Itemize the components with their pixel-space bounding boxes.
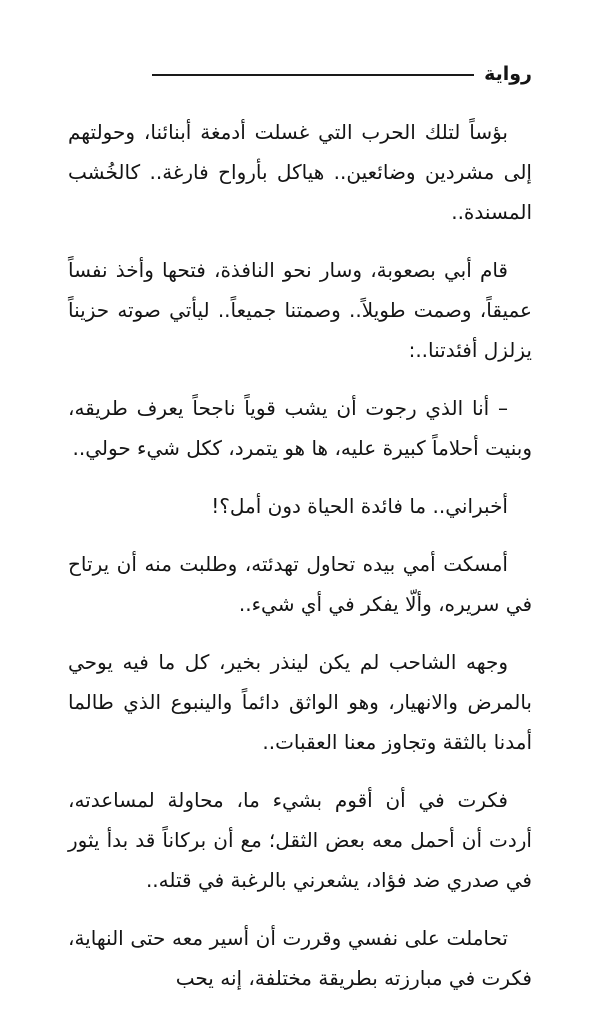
paragraph-7: فكرت في أن أقوم بشيء ما، محاولة لمساعدته، أردت أن أحمل معه بعض الثقل؛ مع أن بركاناً قد بدأ يثور في صدري ضد فؤاد، يشعرني بالرغبة في قتله.. xyxy=(68,788,532,892)
section-label: رواية xyxy=(484,63,532,85)
paragraph-3: – أنا الذي رجوت أن يشب قوياً ناجحاً يعرف طريقه، وبنيت أحلاماً كبيرة عليه، ها هو يتمرد، ككل شيء حولي.. xyxy=(68,396,532,460)
page-header xyxy=(152,58,532,90)
header-rule xyxy=(152,74,474,76)
paragraph-8: تحاملت على نفسي وقررت أن أسير معه حتى النهاية، فكرت في مبارزته بطريقة مختلفة، إنه يحب xyxy=(68,926,532,990)
body-text xyxy=(68,112,532,1016)
paragraph-6: وجهه الشاحب لم يكن لينذر بخير، كل ما فيه يوحي بالمرض والانهيار، وهو الواثق دائماً والينبوع الذي طالما أمدنا بالثقة وتجاوز معنا العقبات.. xyxy=(68,650,532,754)
paragraph-2: قام أبي بصعوبة، وسار نحو النافذة، فتحها وأخذ نفساً عميقاً، وصمت طويلاً.. وصمتنا جميعاً.. ليأتي صوته حزيناً يزلزل أفئدتنا..: xyxy=(68,258,532,362)
paragraph-1: بؤساً لتلك الحرب التي غسلت أدمغة أبنائنا، وحولتهم إلى مشردين وضائعين.. هياكل بأرواح فارغة.. كالخُشب المسندة.. xyxy=(68,120,532,224)
paragraph-4: أخبراني.. ما فائدة الحياة دون أمل؟! xyxy=(211,494,508,518)
paragraph-5: أمسكت أمي بيده تحاول تهدئته، وطلبت منه أن يرتاح في سريره، وألّا يفكر في أي شيء.. xyxy=(68,552,532,616)
